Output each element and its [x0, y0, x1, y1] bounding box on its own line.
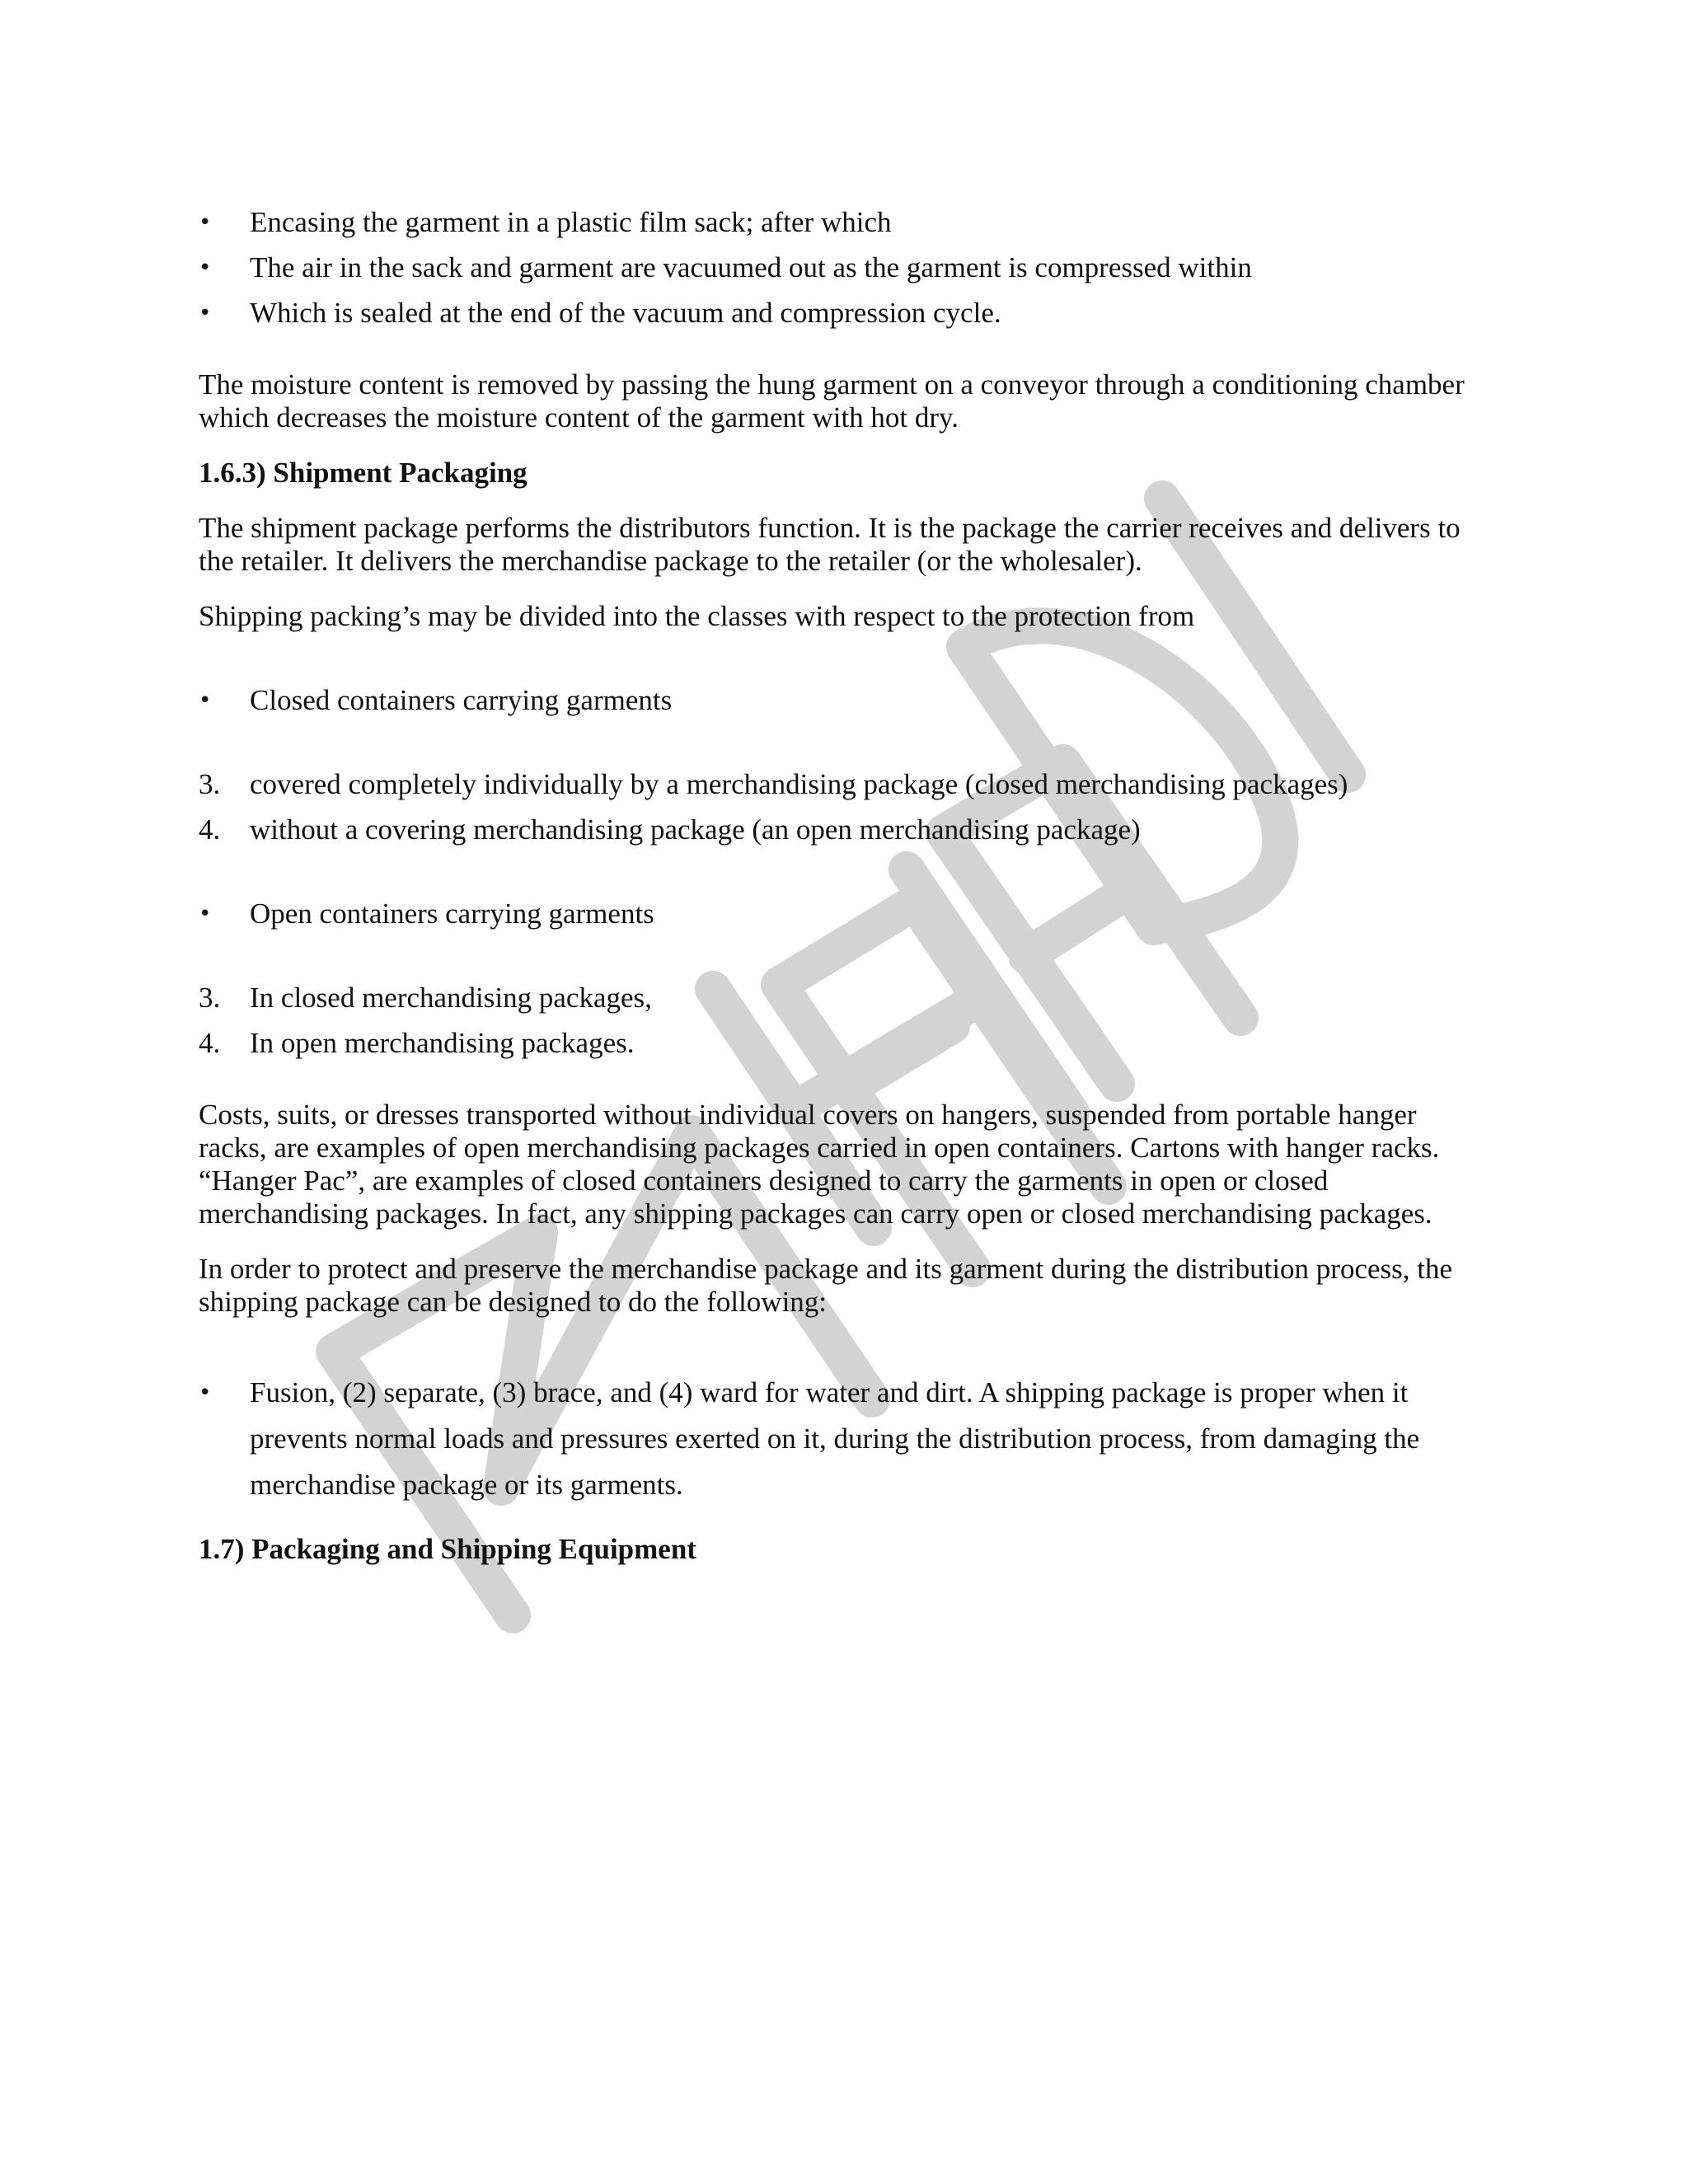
- intro-bullet-list: [199, 206, 1484, 330]
- list-number: 4.: [199, 813, 221, 846]
- list-item: 3. In closed merchandising packages,: [199, 982, 652, 1014]
- list-item: • Which is sealed at the end of the vacuum and compression cycle.: [199, 297, 1001, 329]
- list-item: 3. covered completely individually by a merchandising package (closed merchandising packages): [199, 768, 1348, 800]
- list-item: • Encasing the garment in a plastic film sack; after which: [199, 206, 892, 238]
- list-item: • The air in the sack and garment are vacuumed out as the garment is compressed within: [199, 251, 1252, 284]
- bullet-icon: •: [199, 301, 212, 326]
- bullet-icon: •: [199, 210, 212, 235]
- list-item: 4. In open merchandising packages.: [199, 1027, 635, 1059]
- list-number: 4.: [199, 1027, 221, 1059]
- fusion-bullet: • Fusion, (2) separate, (3) brace, and (4) ward for water and dirt. A shipping package is proper when it prevents normal loads and pressures exerted on it, during the distribution process, from damaging the merchandise package or its garments.: [199, 1370, 1484, 1508]
- bullet-icon: •: [199, 1380, 212, 1405]
- closed-containers-list: [199, 768, 1484, 846]
- open-containers-list: [199, 982, 1484, 1060]
- shipment-paragraph-1: The shipment package performs the distributors function. It is the package the carrier receives and delivers to the retailer. It delivers the merchandise package to the retailer (or the wholesaler).: [199, 512, 1461, 577]
- open-containers-bullet: • Open containers carrying garments: [199, 898, 654, 930]
- shipment-paragraph-2: Shipping packing’s may be divided into the classes with respect to the protection from: [199, 600, 1195, 632]
- document-body: [199, 206, 1484, 1566]
- shipment-paragraph-3: Costs, suits, or dresses transported without individual covers on hangers, suspended from portable hanger racks, are examples of open merchandising packages carried in open containers. Cartons with hanger racks. “Hanger Pac”, are examples of closed containers designed to carry the garments in open or closed merchandising packages. In fact, any shipping packages can carry open or closed merchandising packages.: [199, 1099, 1440, 1230]
- list-number: 3.: [199, 768, 221, 800]
- bullet-icon: •: [199, 902, 212, 926]
- closed-containers-bullet: • Closed containers carrying garments: [199, 684, 673, 716]
- shipment-paragraph-4: In order to protect and preserve the merchandise package and its garment during the distribution process, the shipping package can be designed to do the following:: [199, 1253, 1453, 1318]
- list-item: 4. without a covering merchandising package (an open merchandising package): [199, 813, 1141, 846]
- bullet-icon: •: [199, 688, 212, 713]
- section-heading-1-7: 1.7) Packaging and Shipping Equipment: [199, 1533, 696, 1565]
- section-heading-1-6-3: 1.6.3) Shipment Packaging: [199, 457, 528, 489]
- moisture-paragraph: The moisture content is removed by passing the hung garment on a conveyor through a conditioning chamber which decreases the moisture content of the garment with hot dry.: [199, 368, 1465, 434]
- list-number: 3.: [199, 982, 221, 1014]
- bullet-icon: •: [199, 255, 212, 280]
